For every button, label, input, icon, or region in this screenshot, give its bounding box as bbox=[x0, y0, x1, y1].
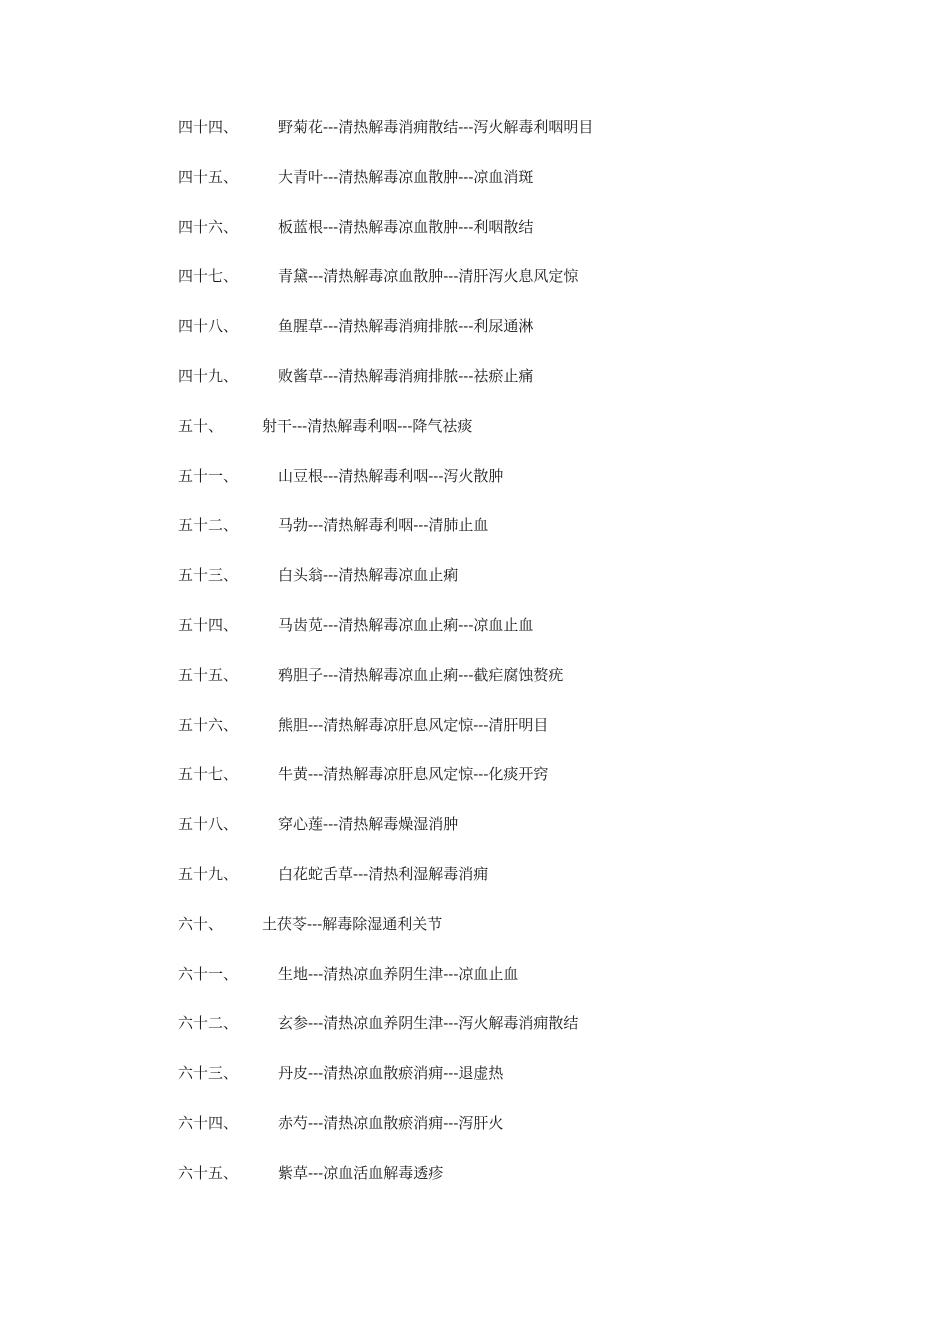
entry-number: 六十一、 bbox=[178, 964, 239, 983]
list-item bbox=[178, 265, 878, 315]
list-item bbox=[178, 664, 878, 714]
list-item bbox=[178, 365, 878, 415]
entry-text: 马勃---清热解毒利咽---清肺止血 bbox=[278, 516, 489, 535]
list-item bbox=[178, 813, 878, 863]
entry-text: 紫草---凉血活血解毒透疹 bbox=[278, 1163, 444, 1182]
entry-number: 五十二、 bbox=[178, 516, 239, 535]
entry-number: 六十四、 bbox=[178, 1113, 239, 1132]
list-item bbox=[178, 1162, 878, 1212]
entry-text: 白头翁---清热解毒凉血止痢 bbox=[278, 566, 459, 585]
entry-text: 牛黄---清热解毒凉肝息风定惊---化痰开窍 bbox=[278, 765, 549, 784]
list-item bbox=[178, 863, 878, 913]
entry-number: 六十三、 bbox=[178, 1064, 239, 1083]
entry-text: 马齿苋---清热解毒凉血止痢---凉血止血 bbox=[278, 615, 534, 634]
entry-number: 五十五、 bbox=[178, 665, 239, 684]
list-item bbox=[178, 315, 878, 365]
entry-text: 鱼腥草---清热解毒消痈排脓---利尿通淋 bbox=[278, 317, 534, 336]
entry-number: 四十九、 bbox=[178, 366, 239, 385]
entry-text: 赤芍---清热凉血散瘀消痈---泻肝火 bbox=[278, 1113, 504, 1132]
list-item bbox=[178, 216, 878, 266]
entry-text: 野菊花---清热解毒消痈散结---泻火解毒利咽明目 bbox=[278, 118, 594, 136]
entry-number: 五十、 bbox=[178, 416, 224, 435]
entry-text: 射干---清热解毒利咽---降气祛痰 bbox=[262, 416, 473, 435]
list-item bbox=[178, 614, 878, 664]
list-item bbox=[178, 714, 878, 764]
entry-text: 败酱草---清热解毒消痈排脓---祛瘀止痛 bbox=[278, 366, 534, 385]
entry-number: 四十五、 bbox=[178, 167, 239, 186]
entry-number: 四十四、 bbox=[178, 118, 239, 136]
entry-text: 鸦胆子---清热解毒凉血止痢---截疟腐蚀赘疣 bbox=[278, 665, 564, 684]
entry-text: 大青叶---清热解毒凉血散肿---凉血消斑 bbox=[278, 167, 534, 186]
entry-number: 五十八、 bbox=[178, 815, 239, 834]
entry-text: 土茯苓---解毒除湿通利关节 bbox=[262, 914, 443, 933]
entry-number: 四十六、 bbox=[178, 217, 239, 236]
list-item bbox=[178, 514, 878, 564]
entry-number: 六十五、 bbox=[178, 1163, 239, 1182]
list-item bbox=[178, 1112, 878, 1162]
entry-text: 白花蛇舌草---清热利湿解毒消痈 bbox=[278, 864, 489, 883]
list-item bbox=[178, 963, 878, 1013]
entry-number: 五十一、 bbox=[178, 466, 239, 485]
list-item bbox=[178, 465, 878, 515]
list-item bbox=[178, 564, 878, 614]
entry-number: 五十六、 bbox=[178, 715, 239, 734]
list-item bbox=[178, 763, 878, 813]
entry-number: 四十八、 bbox=[178, 317, 239, 336]
list-item bbox=[178, 415, 878, 465]
entry-number: 四十七、 bbox=[178, 267, 239, 286]
entry-number: 五十九、 bbox=[178, 864, 239, 883]
entry-text: 穿心莲---清热解毒燥湿消肿 bbox=[278, 815, 459, 834]
list-item bbox=[178, 116, 878, 166]
list-item bbox=[178, 1012, 878, 1062]
entry-number: 六十二、 bbox=[178, 1014, 239, 1033]
entry-number: 五十七、 bbox=[178, 765, 239, 784]
entry-number: 五十四、 bbox=[178, 615, 239, 634]
entry-text: 丹皮---清热凉血散瘀消痈---退虚热 bbox=[278, 1064, 504, 1083]
entry-text: 山豆根---清热解毒利咽---泻火散肿 bbox=[278, 466, 504, 485]
entry-text: 生地---清热凉血养阴生津---凉血止血 bbox=[278, 964, 519, 983]
list-item bbox=[178, 166, 878, 216]
list-item bbox=[178, 1062, 878, 1112]
entry-number: 六十、 bbox=[178, 914, 224, 933]
entry-text: 玄参---清热凉血养阴生津---泻火解毒消痈散结 bbox=[278, 1014, 579, 1033]
list-item bbox=[178, 913, 878, 963]
entry-text: 板蓝根---清热解毒凉血散肿---利咽散结 bbox=[278, 217, 534, 236]
entry-number: 五十三、 bbox=[178, 566, 239, 585]
entry-text: 熊胆---清热解毒凉肝息风定惊---清肝明目 bbox=[278, 715, 549, 734]
entry-list bbox=[178, 116, 878, 1212]
entry-text: 青黛---清热解毒凉血散肿---清肝泻火息风定惊 bbox=[278, 267, 579, 286]
